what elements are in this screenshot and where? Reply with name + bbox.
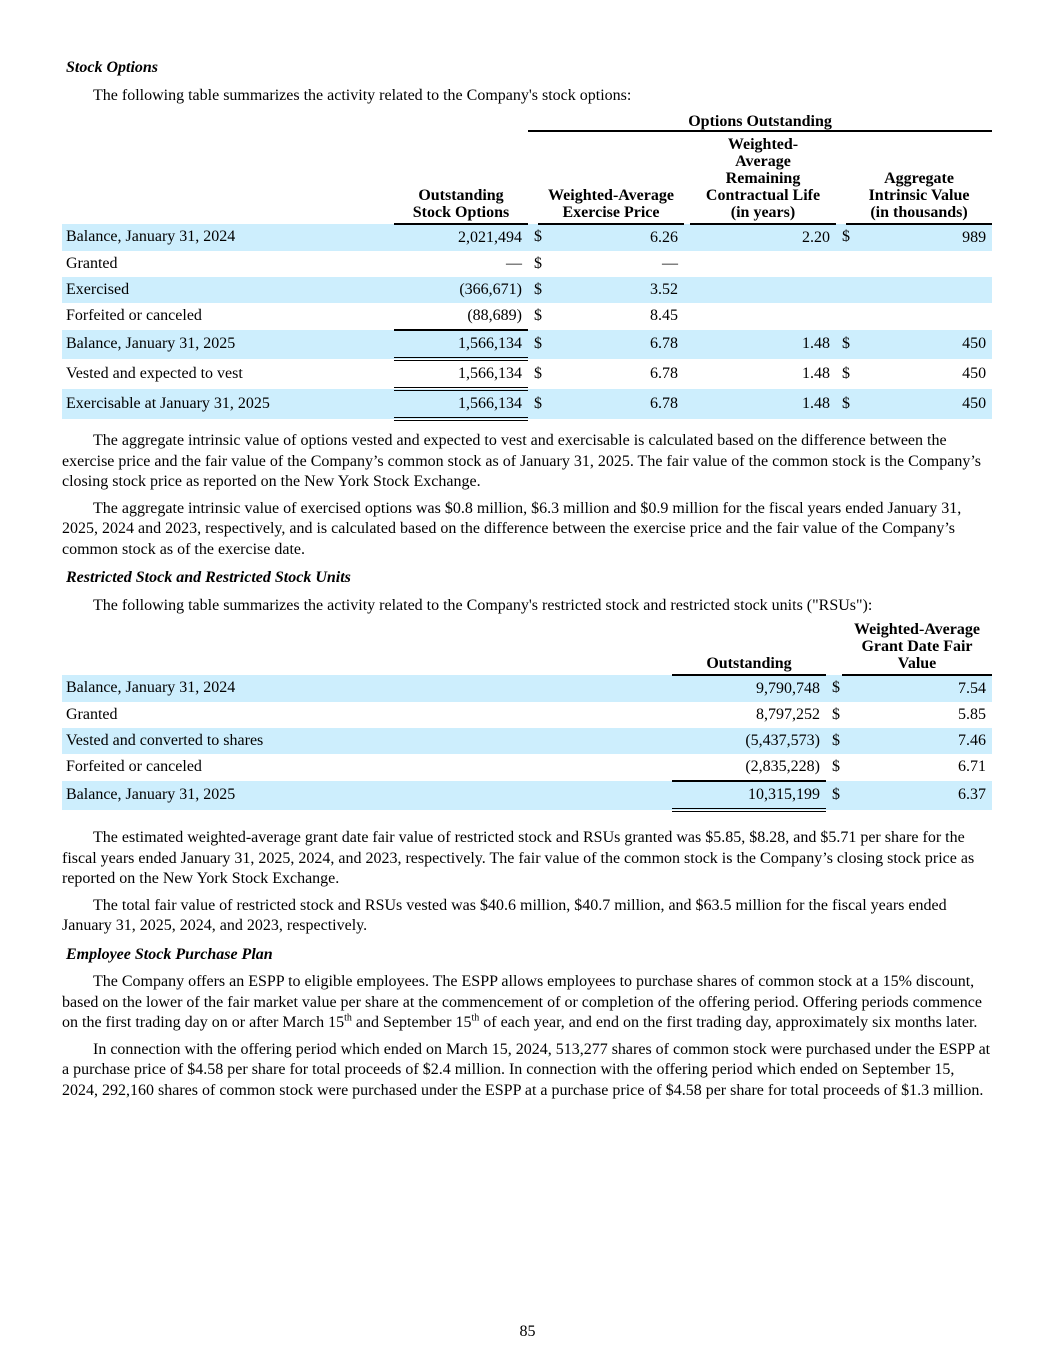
row-label: Exercisable at January 31, 2025 [62, 389, 394, 419]
rsu-paragraph-1: The estimated weighted-average grant date fair value of restricted stock and RSUs granted was $5.85, $8.28, and $5.71 per share for the fiscal years ended January 31, 2025, 2024, and 2023, respectively. The fair value of the common stock is the Company’s closing stock price as reported on the New York Stock Exchange. [62, 829, 975, 887]
stock-options-intro: The following table summarizes the activity related to the Company's stock options: [93, 86, 632, 104]
cell-contractual-life: 1.48 [690, 389, 836, 419]
cell-contractual-life [690, 303, 836, 330]
col-header-aggregate-intrinsic-value: Aggregate Intrinsic Value (in thousands) [846, 131, 992, 224]
col-header-remaining-contractual-life: Weighted- Average Remaining Contractual Life (in years) [690, 131, 836, 224]
cell-outstanding: 8,797,252 [756, 705, 820, 723]
cell-fair-value: 7.54 [842, 675, 992, 702]
table-row: Granted 8,797,252 $ 5.85 [62, 702, 992, 728]
cell-contractual-life: 1.48 [690, 330, 836, 359]
table-row: Exercisable at January 31, 2025 1,566,134 $ 6.78 1.48 $ 450 [62, 389, 992, 419]
cell-exercise-price: — [662, 254, 678, 272]
cell-exercise-price: 6.78 [538, 330, 684, 359]
cell-exercise-price: 6.78 [538, 389, 684, 419]
stock-options-table [62, 110, 992, 421]
table-row: Forfeited or canceled (88,689) $ 8.45 [62, 303, 992, 330]
cell-intrinsic-value [846, 251, 992, 277]
col-header-weighted-average-exercise-price: Weighted-Average Exercise Price [538, 131, 684, 224]
rsu-paragraph-2: The total fair value of restricted stock and RSUs vested was $40.6 million, $40.7 million, and $63.5 million for the fiscal years ended January 31, 2025, 2024, and 2023, respectively. [62, 896, 947, 934]
row-label: Balance, January 31, 2024 [62, 675, 672, 702]
cell-fair-value: 7.46 [842, 728, 992, 754]
cell-exercise-price: 6.78 [650, 364, 678, 382]
table-row: Granted — $ — [62, 251, 992, 277]
row-label: Balance, January 31, 2025 [62, 330, 394, 359]
rsu-intro: The following table summarizes the activity related to the Company's restricted stock and restricted stock units ("RSUs"): [93, 596, 873, 614]
page-number: 85 [519, 1323, 536, 1340]
rsu-heading: Restricted Stock and Restricted Stock Units [66, 569, 351, 586]
table-row: Exercised (366,671) $ 3.52 [62, 277, 992, 303]
cell-intrinsic-value [846, 277, 992, 303]
table-row: Balance, January 31, 2024 2,021,494 $ 6.26 2.20 $ 989 [62, 224, 992, 251]
cell-outstanding: 9,790,748 [672, 675, 826, 702]
cell-intrinsic-value: 450 [846, 330, 992, 359]
cell-exercise-price: 6.26 [538, 224, 684, 251]
cell-contractual-life [690, 277, 836, 303]
cell-outstanding: 1,566,134 [394, 389, 528, 419]
row-label: Forfeited or canceled [66, 307, 202, 325]
row-label: Granted [66, 254, 118, 272]
cell-exercise-price: 3.52 [538, 277, 684, 303]
stock-options-heading: Stock Options [66, 59, 159, 76]
cell-fair-value: 6.71 [958, 758, 986, 776]
row-label: Vested and expected to vest [66, 364, 243, 382]
espp-heading: Employee Stock Purchase Plan [66, 945, 273, 963]
rsu-col-header-outstanding: Outstanding [672, 620, 826, 675]
cell-exercise-price: 8.45 [650, 307, 678, 325]
table-row: Vested and expected to vest 1,566,134 $ 6.78 1.48 $ 450 [62, 359, 992, 389]
col-header-outstanding-stock-options: Outstanding Stock Options [394, 131, 528, 224]
cell-intrinsic-value: 450 [962, 364, 987, 382]
cell-outstanding: — [506, 254, 522, 272]
cell-outstanding: (88,689) [394, 303, 528, 330]
table-row: Balance, January 31, 2025 1,566,134 $ 6.78 1.48 $ 450 [62, 330, 992, 359]
document-page [62, 58, 992, 1107]
stock-options-paragraph-2: The aggregate intrinsic value of exercised options was $0.8 million, $6.3 million and $0.9 million for the fiscal years ended January 31, 2025, 2024 and 2023, respectively, and is calculated based on the difference between the exercise price and the fair value of the Company’s common stock as of the exercise date. [62, 499, 962, 558]
row-label: Vested and converted to shares [62, 728, 672, 754]
cell-contractual-life: 1.48 [802, 364, 830, 382]
cell-contractual-life [690, 251, 836, 277]
espp-paragraph-2: In connection with the offering period which ended on March 15, 2024, 513,277 shares of common stock were purchased under the ESPP at a purchase price of $4.58 per share for total proceeds of $2.4 million. In connection with the offering period which ended on September 15, 2024, 292,160 shares of common stock were purchased under the ESPP at a purchase price of $4.58 per share for total proceeds of $1.3 million. [62, 1040, 991, 1099]
cell-outstanding: (366,671) [394, 277, 528, 303]
table-row: Balance, January 31, 2024 9,790,748 $ 7.54 [62, 675, 992, 702]
cell-outstanding: 1,566,134 [394, 330, 528, 359]
cell-intrinsic-value [846, 303, 992, 330]
cell-outstanding: (5,437,573) [672, 728, 826, 754]
row-label: Balance, January 31, 2025 [62, 781, 672, 810]
cell-intrinsic-value: 450 [846, 389, 992, 419]
rsu-table [62, 620, 992, 812]
rsu-col-header-grant-date-fair-value: Weighted-Average Grant Date Fair Value [842, 620, 992, 675]
stock-options-paragraph-1: The aggregate intrinsic value of options vested and expected to vest and exercisable is calculated based on the difference between the exercise price and the fair value of the Company’s common stock as of January 31, 2025. The fair value of the common stock is the Company’s closing stock price as reported on the New York Stock Exchange. [62, 432, 982, 490]
cell-fair-value: 5.85 [958, 705, 986, 723]
cell-contractual-life: 2.20 [690, 224, 836, 251]
cell-fair-value: 6.37 [842, 781, 992, 810]
row-label: Forfeited or canceled [66, 758, 202, 776]
cell-outstanding: 10,315,199 [672, 781, 826, 810]
table-row: Vested and converted to shares (5,437,573) $ 7.46 [62, 728, 992, 754]
cell-intrinsic-value: 989 [846, 224, 992, 251]
espp-paragraph-1: The Company offers an ESPP to eligible employees. The ESPP allows employees to purchase shares of common stock at a 15% discount, based on the lower of the fair market value per share at the commencement of or completion of the offering period. Offering periods commence on the first trading day on or after March 15th and September 15th of each year, and end on the first trading day, approximately six months later. [62, 973, 982, 1031]
table-row: Balance, January 31, 2025 10,315,199 $ 6.37 [62, 781, 992, 810]
table-row: Forfeited or canceled (2,835,228) $ 6.71 [62, 754, 992, 781]
row-label: Exercised [62, 277, 394, 303]
options-outstanding-group-header: Options Outstanding [528, 110, 992, 131]
cell-outstanding: (2,835,228) [672, 754, 826, 781]
row-label: Balance, January 31, 2024 [62, 224, 394, 251]
cell-outstanding: 2,021,494 [394, 224, 528, 251]
row-label: Granted [66, 705, 118, 723]
cell-outstanding: 1,566,134 [394, 359, 528, 389]
